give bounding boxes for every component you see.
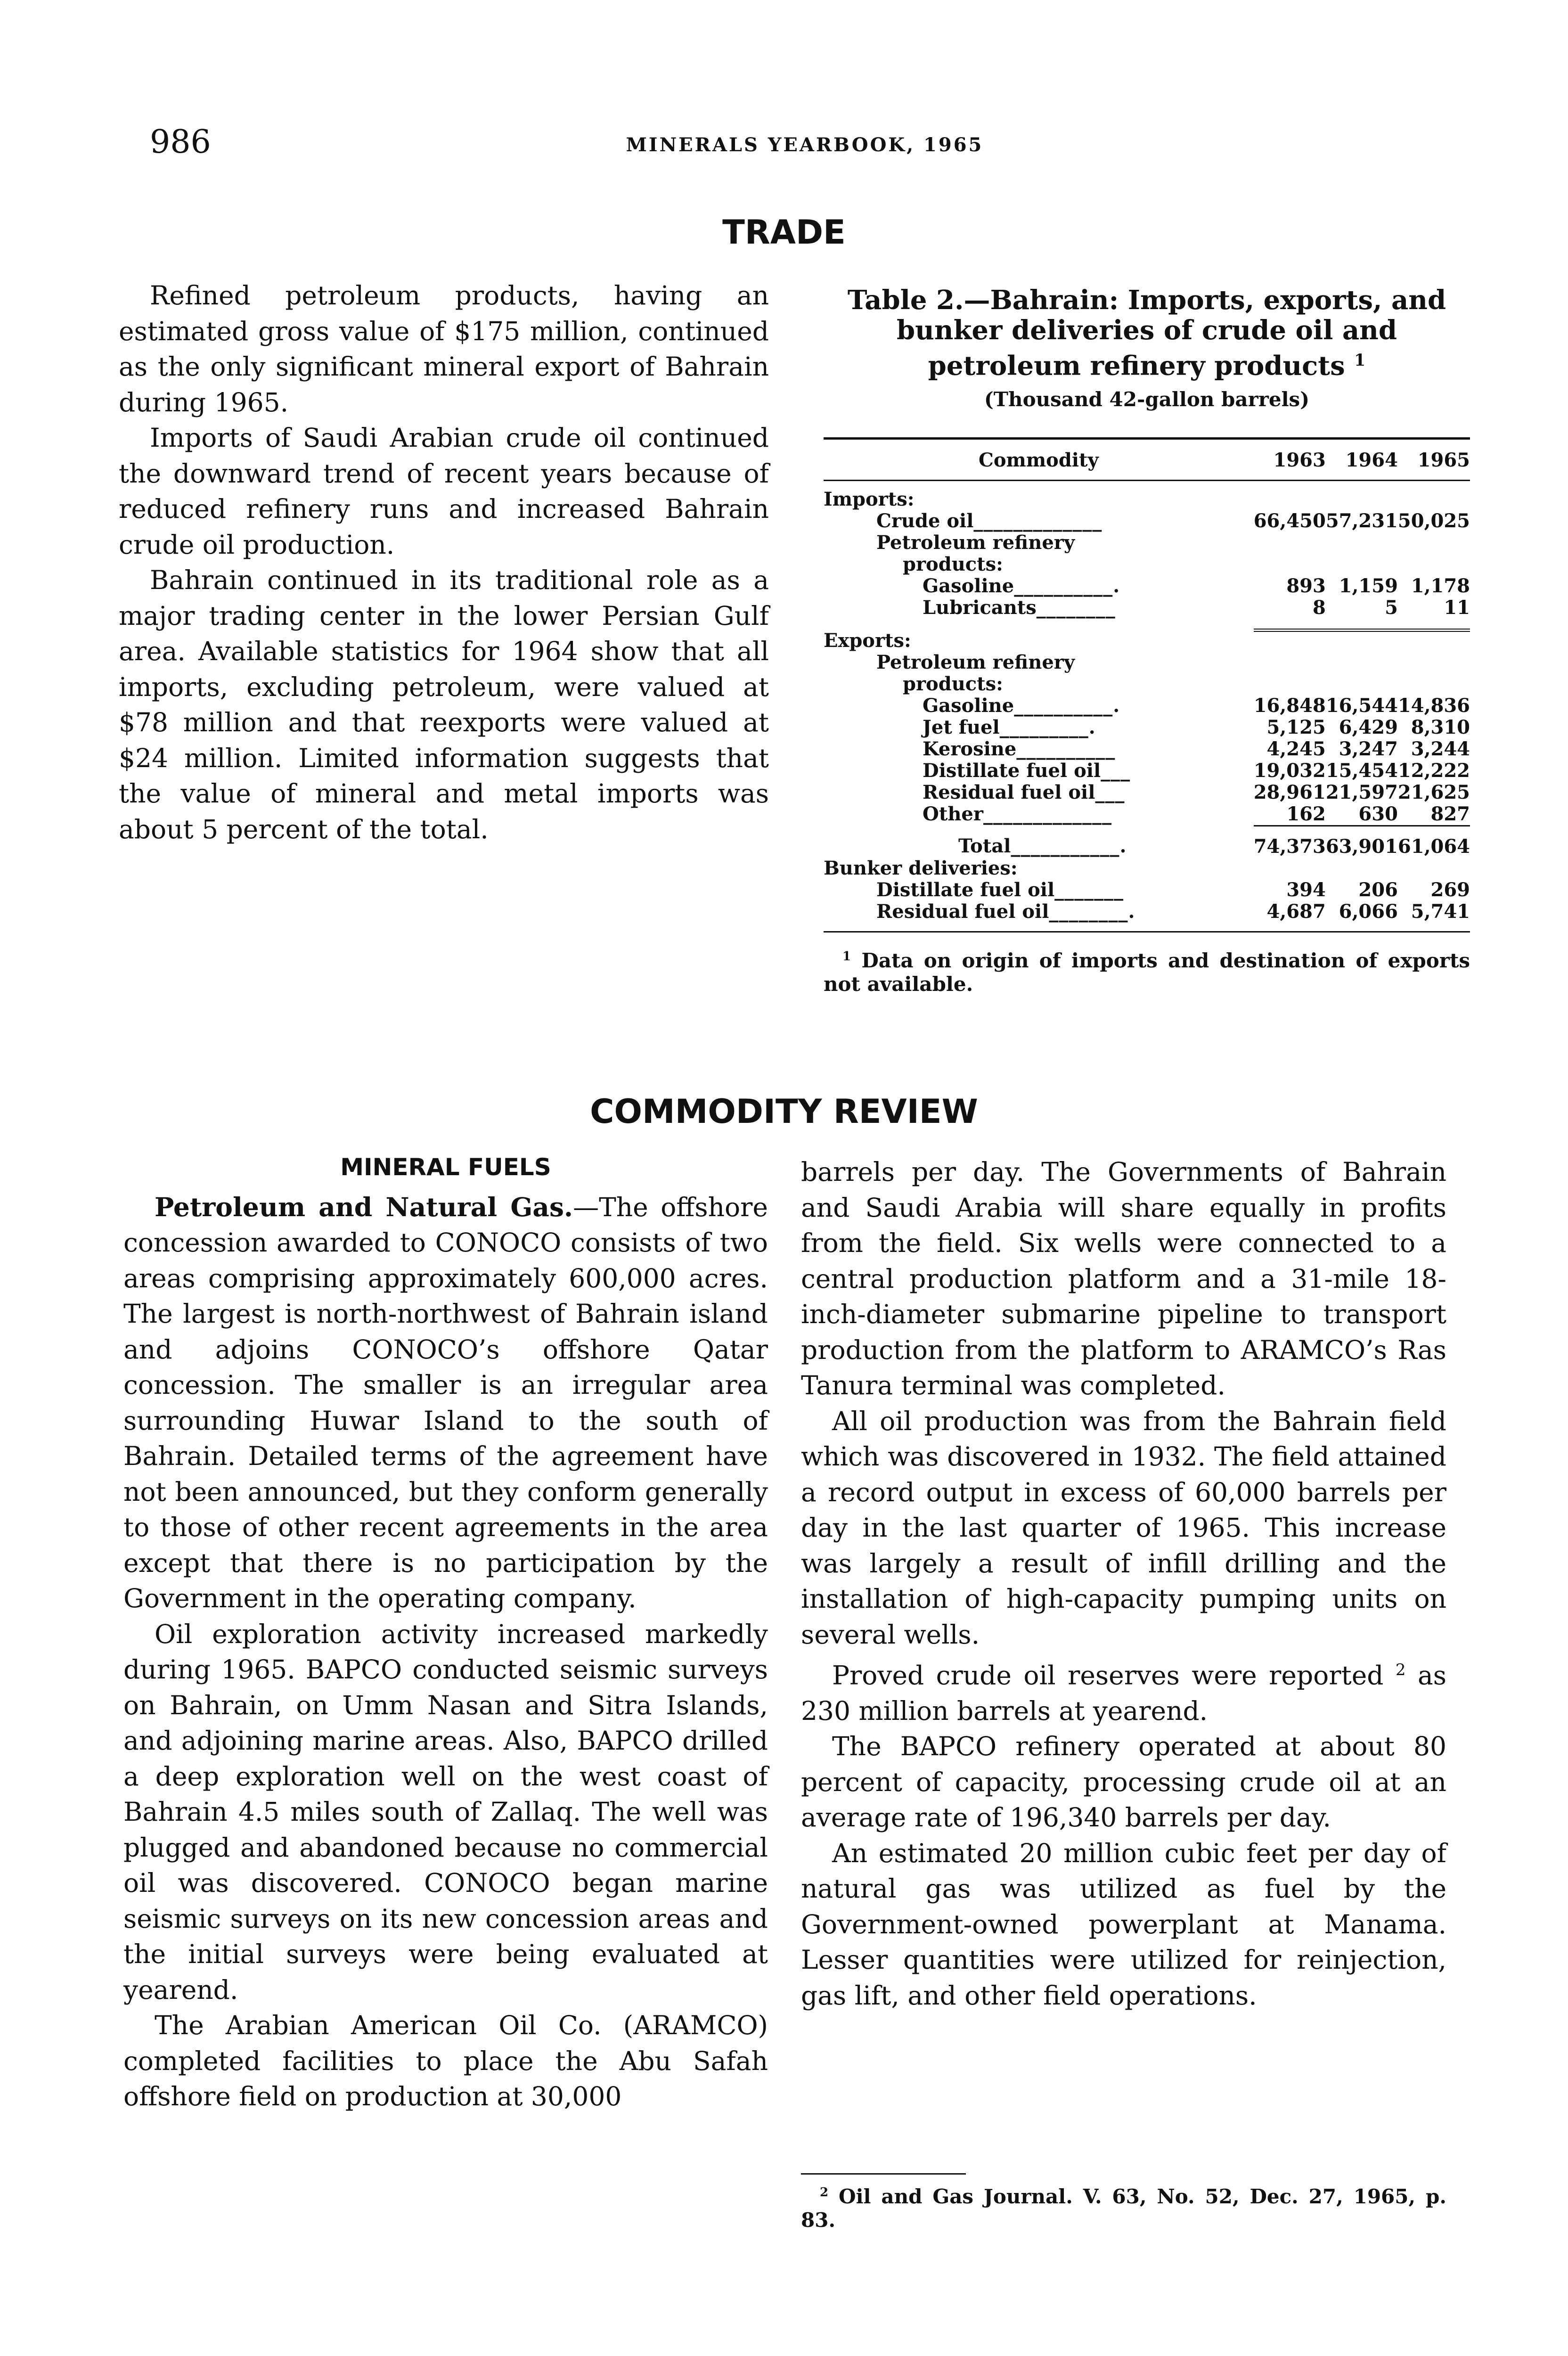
cell-value: 16,544 bbox=[1325, 694, 1398, 717]
trade-paragraph: Refined petroleum products, having an estimated gross value of $175 million, continued as the only significant mineral export of Bahrain during 1965. bbox=[119, 280, 769, 417]
cell-value: 11 bbox=[1444, 596, 1470, 619]
body-paragraph: All oil production was from the Bahrain field which was discovered in 1932. The field attained a record output in excess of 60,000 barrels per day in the last quarter of 1965. This increase was largely a result of infill drilling and the installation of high-capacity pumping units on several wells. bbox=[801, 1406, 1446, 1650]
footnote-text: Data on origin of imports and destination of exports not available. bbox=[824, 949, 1470, 996]
table-units: (Thousand 42-gallon barrels) bbox=[984, 387, 1310, 411]
cell-value: 74,373 bbox=[1254, 826, 1326, 858]
column-header-commodity: Commodity bbox=[824, 438, 1254, 480]
row-label: Jet fuel_________. bbox=[923, 716, 1096, 738]
table-row bbox=[824, 901, 1470, 928]
trade-paragraph: Imports of Saudi Arabian crude oil continued the downward trend of recent years because of reduced refinery runs and increased Bahrain crude oil production. bbox=[119, 423, 769, 560]
cell-value: 61,064 bbox=[1398, 826, 1470, 858]
cell-value: 8 bbox=[1312, 596, 1326, 619]
table-row bbox=[824, 575, 1470, 597]
row-label: products: bbox=[903, 553, 1003, 575]
table-header-row bbox=[824, 438, 1470, 480]
cell-value: 12,222 bbox=[1397, 759, 1470, 782]
cell-value: 66,450 bbox=[1253, 509, 1326, 532]
column-header-1964: 1964 bbox=[1326, 438, 1398, 480]
column-header-1963: 1963 bbox=[1254, 438, 1326, 480]
trade-text bbox=[119, 278, 769, 847]
cell-value: 269 bbox=[1430, 878, 1470, 901]
footnote-ref: 1 bbox=[1354, 351, 1366, 370]
table-footnote bbox=[824, 945, 1470, 996]
row-label: Gasoline__________. bbox=[923, 694, 1120, 717]
row-label: Petroleum refinery bbox=[876, 651, 1075, 673]
cell-value: 5,125 bbox=[1266, 716, 1326, 738]
column-header-1965: 1965 bbox=[1398, 438, 1470, 480]
row-label: Exports: bbox=[824, 629, 911, 652]
running-title: MINERALS YEARBOOK, 1965 bbox=[626, 134, 984, 156]
body-paragraph: The Arabian American Oil Co. (ARAMCO) completed facilities to place the Abu Safah offshore field on production at 30,000 bbox=[123, 2010, 768, 2111]
row-label: Distillate fuel oil_______ bbox=[876, 878, 1124, 901]
cell-value: 3,244 bbox=[1411, 737, 1470, 760]
cell-value: 63,901 bbox=[1326, 826, 1398, 858]
body-paragraph: Proved crude oil reserves were reported $^2$ as 230 million barrels at yearend. bbox=[801, 1660, 1447, 1726]
trade-paragraph: Bahrain continued in its traditional role as a major trading center in the lower Persian Gulf area. Available statistics for 1964 show that all imports, excluding petroleum, were valued at $78 million and that reexports were valued at $24 million. Limited information suggests that the value of mineral and metal imports was about 5 percent of the total. bbox=[119, 565, 769, 844]
cell-value: 50,025 bbox=[1397, 509, 1470, 532]
row-label: Crude oil_____________ bbox=[876, 509, 1102, 532]
table-row bbox=[824, 652, 1470, 673]
mineral-fuels-subheading: MINERAL FUELS bbox=[340, 1153, 551, 1181]
paragraph-text: —The offshore concession awarded to CONOCO consists of two areas comprising approximately 600,000 acres. The largest is north-northwest of Bahrain island and adjoins CONOCO’s offshore Qatar concession. The smaller is an irregular area surrounding Huwar Island to the south of Bahrain. Detailed terms of the agreement have not been announced, but they conform generally to those of other recent agreements in the area except that there is no participation by the Government in the operating company. bbox=[123, 1192, 768, 1613]
right-column bbox=[801, 1154, 1446, 2013]
cell-value: 6,429 bbox=[1339, 716, 1398, 738]
table-row bbox=[824, 510, 1470, 532]
row-label: Residual fuel oil___ bbox=[923, 781, 1125, 803]
table-row bbox=[824, 532, 1470, 554]
cell-value: 15,454 bbox=[1325, 759, 1398, 782]
row-label: Total___________. bbox=[958, 834, 1127, 857]
runin-heading: Petroleum and Natural Gas. bbox=[155, 1191, 573, 1222]
footnote-ref: 1 bbox=[842, 949, 851, 964]
footnote-text: Oil and Gas Journal. V. 63, No. 52, Dec. 27, 1965, p. 83. bbox=[801, 2185, 1446, 2232]
trade-heading: TRADE bbox=[722, 213, 846, 252]
cell-value: 16,848 bbox=[1253, 694, 1326, 717]
body-paragraph bbox=[123, 1189, 768, 1617]
row-label: Distillate fuel oil___ bbox=[923, 759, 1131, 782]
cell-value: 19,032 bbox=[1253, 759, 1326, 782]
cell-value: 394 bbox=[1286, 878, 1326, 901]
cell-value: 5,741 bbox=[1411, 900, 1470, 923]
cell-value: 28,961 bbox=[1253, 781, 1326, 803]
table-row bbox=[824, 695, 1470, 717]
body-paragraph: barrels per day. The Governments of Bahrain and Saudi Arabia will share equally in profits from the field. Six wells were connected to a central production platform and a 31-mile 18-inch-diameter submarine pipeline to transport production from the platform to ARAMCO’s Ras Tanura terminal was completed. bbox=[801, 1157, 1446, 1400]
table-row bbox=[824, 554, 1470, 575]
footnote-ref: 2 bbox=[820, 2185, 829, 2200]
cell-value: 8,310 bbox=[1411, 716, 1470, 738]
table-row bbox=[824, 738, 1470, 760]
commodity-review-heading: COMMODITY REVIEW bbox=[590, 1092, 978, 1131]
row-label: Gasoline__________. bbox=[923, 574, 1120, 597]
table-row bbox=[824, 673, 1470, 695]
table-2 bbox=[824, 285, 1470, 996]
table-row bbox=[824, 803, 1470, 826]
data-table bbox=[824, 437, 1470, 928]
cell-value: 6,066 bbox=[1339, 900, 1398, 923]
row-label: Imports: bbox=[824, 488, 915, 510]
footnote-ref: 2 bbox=[1395, 1661, 1406, 1679]
cell-value: 630 bbox=[1358, 802, 1398, 825]
row-label: Bunker deliveries: bbox=[824, 857, 1018, 879]
row-label: Kerosine__________ bbox=[923, 737, 1116, 760]
table-title-text: Table 2.—Bahrain: Imports, exports, and bunker deliveries of crude oil and petroleum refinery products bbox=[847, 285, 1446, 382]
row-label: products: bbox=[903, 672, 1003, 695]
cell-value: 893 bbox=[1286, 574, 1326, 597]
body-paragraph: The BAPCO refinery operated at about 80 percent of capacity, processing crude oil at an average rate of 196,340 barrels per day. bbox=[801, 1731, 1446, 1833]
cell-value: 827 bbox=[1430, 802, 1470, 825]
table-row bbox=[824, 760, 1470, 782]
cell-value: 1,178 bbox=[1411, 574, 1470, 597]
left-column bbox=[123, 1150, 768, 2115]
table-row bbox=[824, 879, 1470, 901]
double-rule bbox=[1254, 629, 1470, 632]
table-row bbox=[824, 597, 1470, 619]
footnote bbox=[801, 2181, 1446, 2232]
table-bottom-rule bbox=[824, 931, 1470, 933]
cell-value: 206 bbox=[1358, 878, 1398, 901]
table-row bbox=[824, 619, 1470, 652]
row-label: Other_____________ bbox=[923, 803, 1112, 826]
cell-value: 14,836 bbox=[1397, 694, 1470, 717]
cell-value: 5 bbox=[1385, 596, 1398, 619]
row-label: Lubricants________ bbox=[923, 596, 1116, 619]
cell-value: 1,159 bbox=[1339, 574, 1398, 597]
body-paragraph: Oil exploration activity increased markedly during 1965. BAPCO conducted seismic surveys on Bahrain, on Umm Nasan and Sitra Islands, and adjoining marine areas. Also, BAPCO drilled a deep exploration well on the west coast of Bahrain 4.5 miles south of Zallaq. The well was plugged and abandoned because no commercial oil was discovered. CONOCO began marine seismic surveys on its new concession areas and the initial surveys were being evaluated at yearend. bbox=[123, 1619, 768, 2005]
row-label: Petroleum refinery bbox=[876, 531, 1075, 554]
table-title bbox=[824, 285, 1470, 381]
footnote-rule bbox=[801, 2173, 966, 2175]
row-label: Residual fuel oil________. bbox=[876, 900, 1135, 923]
running-header bbox=[150, 123, 1460, 161]
table-row bbox=[824, 480, 1470, 510]
cell-value: 57,231 bbox=[1325, 509, 1398, 532]
table-row bbox=[824, 826, 1470, 858]
page-number: 986 bbox=[150, 123, 211, 161]
cell-value: 21,597 bbox=[1325, 781, 1398, 803]
cell-value: 4,687 bbox=[1266, 900, 1326, 923]
cell-value: 162 bbox=[1286, 802, 1326, 825]
cell-value: 4,245 bbox=[1266, 737, 1326, 760]
cell-value: 3,247 bbox=[1339, 737, 1398, 760]
cell-value: 21,625 bbox=[1397, 781, 1470, 803]
table-row bbox=[824, 782, 1470, 803]
body-paragraph: An estimated 20 million cubic feet per day of natural gas was utilized as fuel by the Government-owned powerplant at Manama. Lesser quantities were utilized for reinjection, gas lift, and other field operations. bbox=[801, 1838, 1446, 2011]
table-row bbox=[824, 858, 1470, 879]
table-row bbox=[824, 717, 1470, 738]
